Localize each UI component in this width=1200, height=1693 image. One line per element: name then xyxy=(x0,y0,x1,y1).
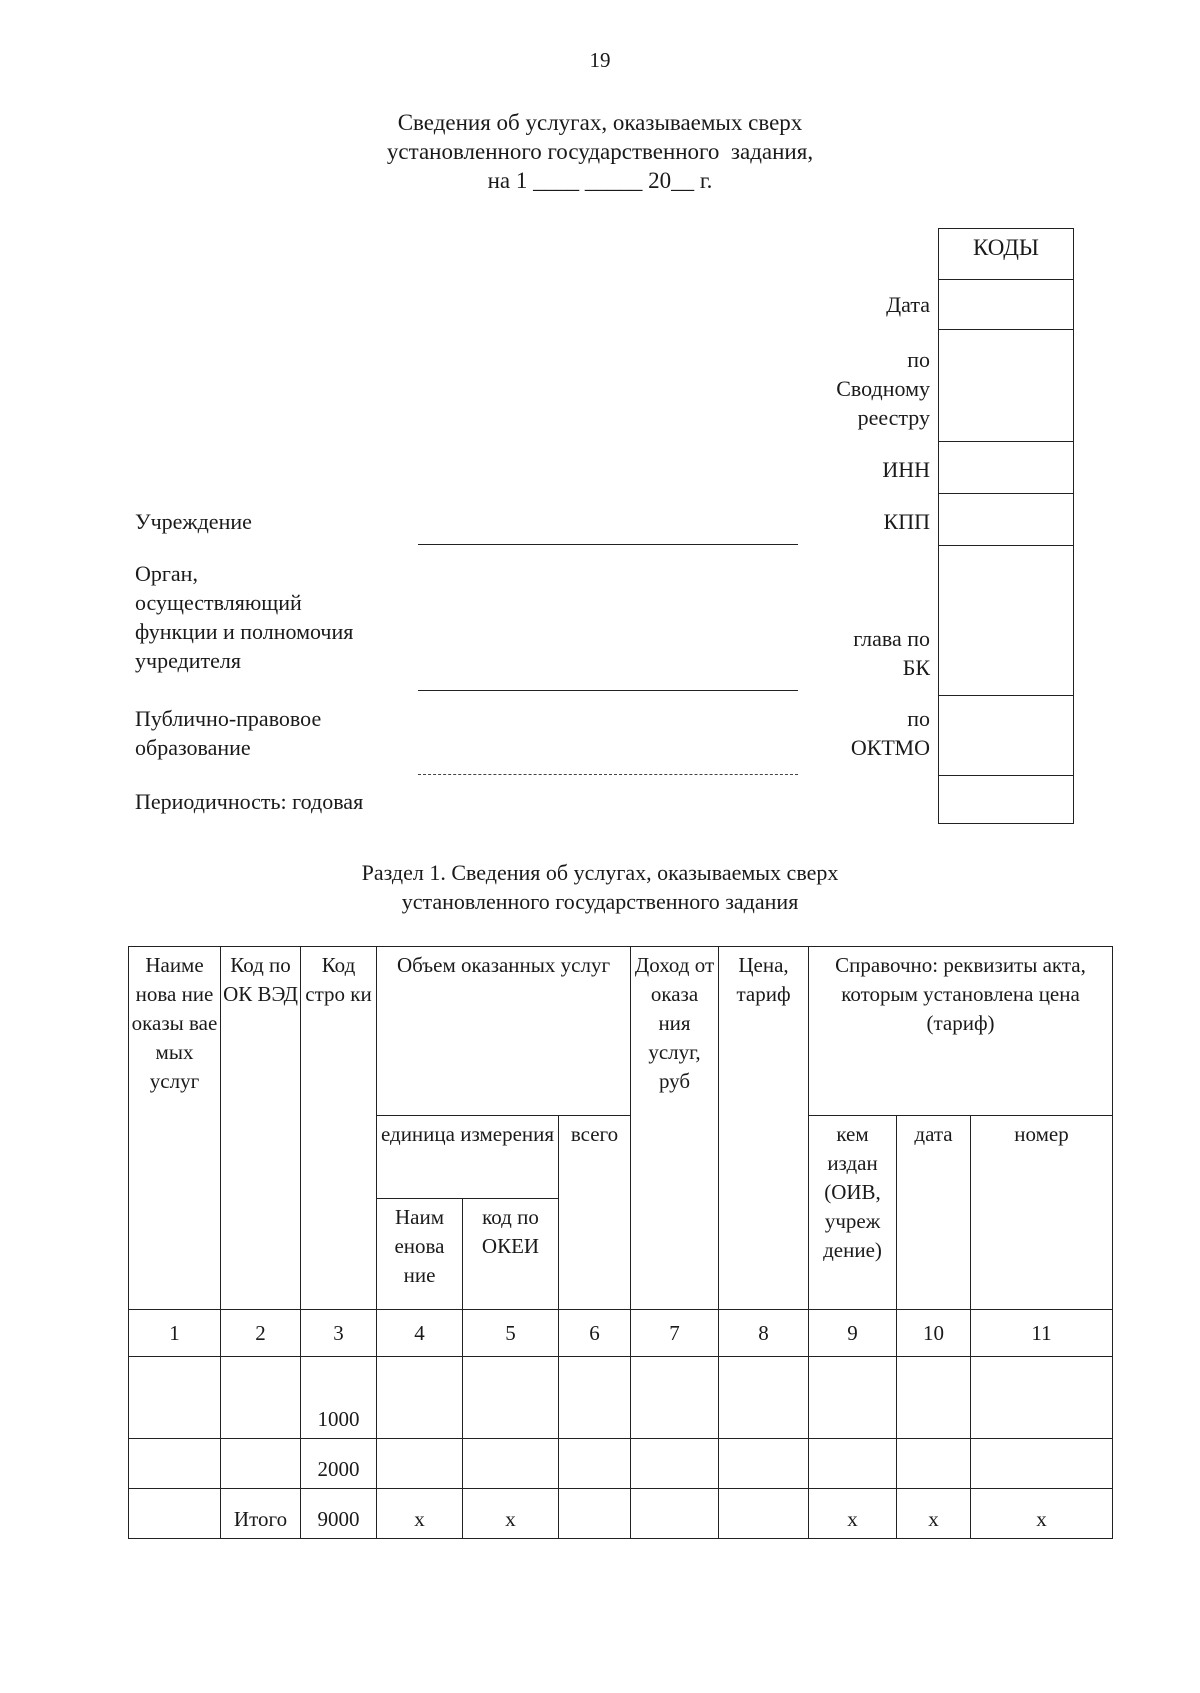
cell xyxy=(129,1357,221,1439)
inn-label: ИНН xyxy=(882,457,930,482)
periodicity-label: Периодичность: годовая xyxy=(135,789,364,814)
cell xyxy=(559,1357,631,1439)
registry-label-1: по xyxy=(907,347,930,372)
cell xyxy=(719,1489,809,1539)
header-unit-name: Наим енова ние xyxy=(377,1199,463,1310)
oktmo-label-1: по xyxy=(907,706,930,731)
cell xyxy=(631,1357,719,1439)
cell xyxy=(897,1439,971,1489)
header-date: дата xyxy=(897,1116,971,1310)
header-unit-okei: код по ОКЕИ xyxy=(463,1199,559,1310)
page-number: 19 xyxy=(589,48,611,72)
services-table xyxy=(128,946,1113,1539)
column-number: 9 xyxy=(809,1310,897,1357)
public-line xyxy=(418,774,798,775)
table-row xyxy=(129,1357,1113,1439)
bk-label-1: глава по xyxy=(853,626,930,651)
public-label-2: образование xyxy=(135,735,251,760)
section-title xyxy=(0,858,1200,916)
column-number: 5 xyxy=(463,1310,559,1357)
column-number: 11 xyxy=(971,1310,1113,1357)
cell xyxy=(809,1357,897,1439)
registry-label-3: реестру xyxy=(857,405,930,430)
codes-header: КОДЫ xyxy=(973,235,1039,260)
column-number: 10 xyxy=(897,1310,971,1357)
cell xyxy=(221,1357,301,1439)
column-number: 8 xyxy=(719,1310,809,1357)
institution-line xyxy=(418,544,798,545)
codes-divider xyxy=(939,695,1073,696)
header-number: номер xyxy=(971,1116,1113,1310)
header-issued-by: кем издан (ОИВ, учреж дение) xyxy=(809,1116,897,1310)
title-line-3: на 1 ____ _____ 20__ г. xyxy=(487,168,713,193)
x-mark: х xyxy=(897,1489,971,1539)
x-mark: х xyxy=(377,1489,463,1539)
cell xyxy=(377,1357,463,1439)
table-row xyxy=(129,1439,1113,1489)
row-code: 1000 xyxy=(301,1357,377,1439)
header-income: Доход от оказа ния услуг, руб xyxy=(631,947,719,1310)
organ-label-1: Орган, xyxy=(135,561,198,586)
organ-line xyxy=(418,690,798,691)
section-line-2: установленного государственного задания xyxy=(401,889,799,914)
total-code: 9000 xyxy=(301,1489,377,1539)
cell xyxy=(809,1439,897,1489)
codes-divider xyxy=(939,775,1073,776)
cell xyxy=(559,1489,631,1539)
header-row-code: Код стро ки xyxy=(301,947,377,1310)
institution-label: Учреждение xyxy=(135,509,252,534)
title-line-2: установленного государственного задания, xyxy=(386,139,814,164)
cell xyxy=(719,1439,809,1489)
column-number: 3 xyxy=(301,1310,377,1357)
column-numbers-row xyxy=(129,1310,1113,1357)
total-label: Итого xyxy=(221,1489,301,1539)
codes-divider xyxy=(939,441,1073,442)
oktmo-label-2: ОКТМО xyxy=(850,735,930,760)
title-line-1: Сведения об услугах, оказываемых сверх xyxy=(397,110,803,135)
codes-divider xyxy=(939,329,1073,330)
cell xyxy=(129,1489,221,1539)
cell xyxy=(377,1439,463,1489)
header-total: всего xyxy=(559,1116,631,1310)
column-number: 7 xyxy=(631,1310,719,1357)
codes-divider xyxy=(939,493,1073,494)
column-number: 6 xyxy=(559,1310,631,1357)
cell xyxy=(559,1439,631,1489)
cell xyxy=(719,1357,809,1439)
row-code: 2000 xyxy=(301,1439,377,1489)
section-line-1: Раздел 1. Сведения об услугах, оказываемых сверх xyxy=(361,860,839,885)
header-okved: Код по ОК ВЭД xyxy=(221,947,301,1310)
organ-label-4: учредителя xyxy=(135,648,241,673)
cell xyxy=(971,1439,1113,1489)
bk-label-2: БК xyxy=(902,655,930,680)
column-number: 1 xyxy=(129,1310,221,1357)
cell xyxy=(631,1489,719,1539)
organ-label-2: осуществляющий xyxy=(135,590,302,615)
codes-divider xyxy=(939,545,1073,546)
header-reference: Справочно: реквизиты акта, которым установлена цена (тариф) xyxy=(809,947,1113,1116)
registry-label-2: Сводному xyxy=(836,376,930,401)
column-number: 2 xyxy=(221,1310,301,1357)
total-row xyxy=(129,1489,1113,1539)
header-row xyxy=(129,947,1113,1116)
header-unit: единица измерения xyxy=(377,1116,559,1199)
organ-label-3: функции и полномочия xyxy=(135,619,354,644)
document-title xyxy=(0,108,1200,195)
header-price: Цена, тариф xyxy=(719,947,809,1310)
x-mark: х xyxy=(463,1489,559,1539)
cell xyxy=(897,1357,971,1439)
column-number: 4 xyxy=(377,1310,463,1357)
x-mark: х xyxy=(809,1489,897,1539)
date-label: Дата xyxy=(886,292,930,317)
cell xyxy=(463,1439,559,1489)
header-name: Наиме нова ние оказы вае мых услуг xyxy=(129,947,221,1310)
kpp-label: КПП xyxy=(883,509,930,534)
cell xyxy=(463,1357,559,1439)
x-mark: х xyxy=(971,1489,1113,1539)
cell xyxy=(631,1439,719,1489)
cell xyxy=(971,1357,1113,1439)
cell xyxy=(129,1439,221,1489)
codes-divider xyxy=(939,279,1073,280)
cell xyxy=(221,1439,301,1489)
header-volume: Объем оказанных услуг xyxy=(377,947,631,1116)
public-label-1: Публично-правовое xyxy=(135,706,322,731)
codes-box xyxy=(938,228,1074,824)
